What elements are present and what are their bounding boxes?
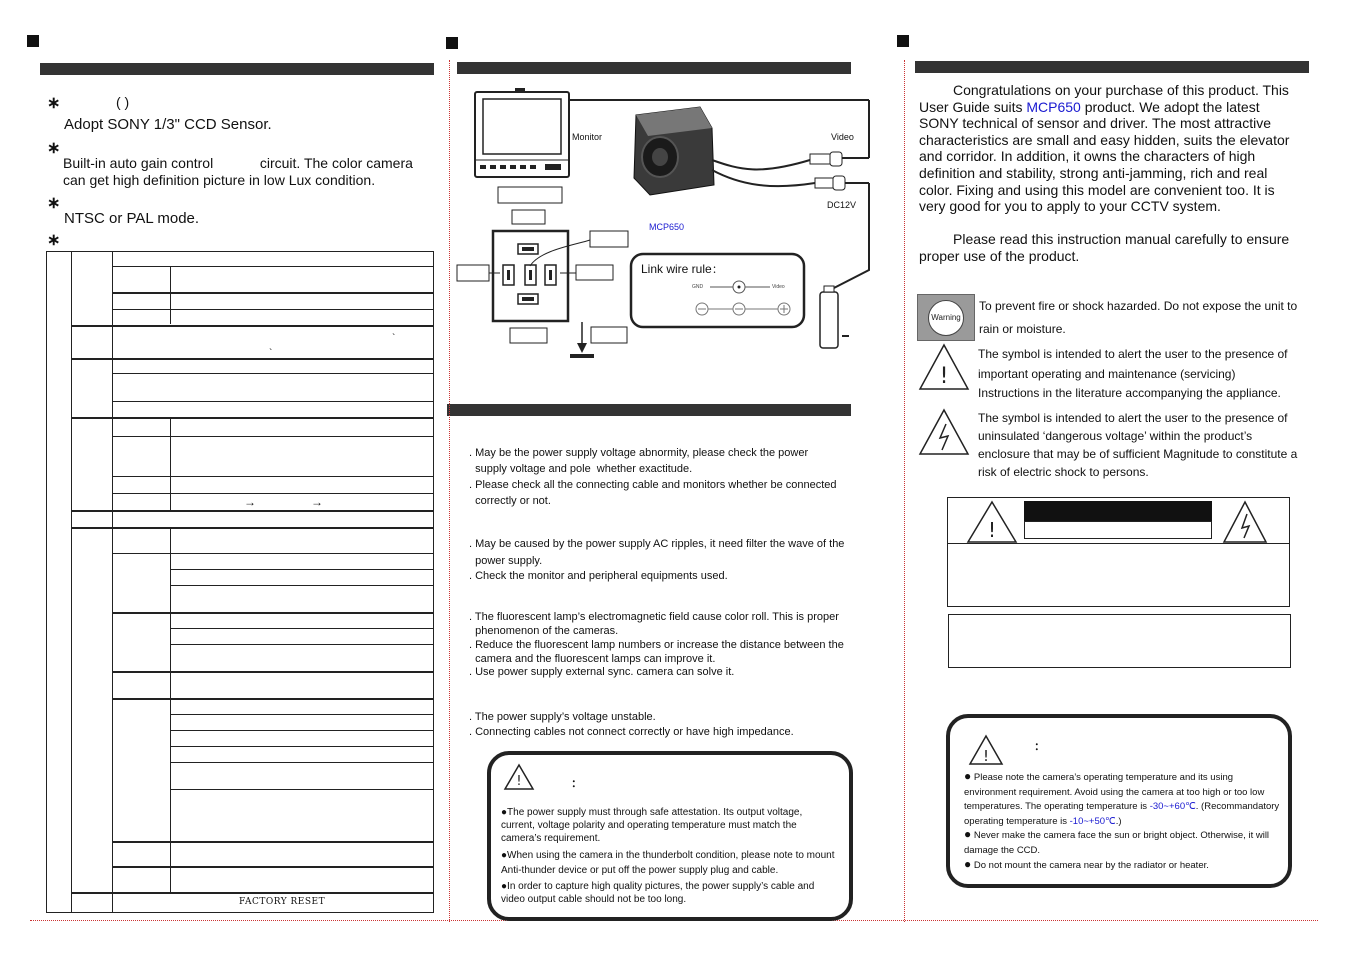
- feature-text-3: NTSC or PAL mode.: [64, 210, 200, 227]
- feature-text-1: Adopt SONY 1/3" CCD Sensor.: [64, 116, 272, 133]
- trouble-line-10: . Reduce the fluorescent lamp numbers or increase the distance between the: [469, 639, 844, 651]
- factory-reset-label: FACTORY RESET: [239, 897, 326, 907]
- trouble-line-7: . Check the monitor and peripheral equipments used.: [469, 570, 728, 582]
- feature-marker-4: ∗: [47, 232, 61, 249]
- warning-text-2: The symbol is intended to alert the user to the presence of important operating and maintenance (servicing) Instructions in the literature accompanying the appliance.: [978, 347, 1288, 400]
- bullet-dot-icon: ●: [964, 769, 972, 783]
- trouble-line-1: . May be the power supply voltage abnormity, please check the power: [469, 447, 809, 459]
- caution-label-box: [947, 497, 1290, 607]
- svg-text:!: !: [982, 747, 990, 765]
- video-label: Video: [831, 132, 854, 142]
- header-bar-intro: [915, 61, 1309, 73]
- svg-text:!: !: [987, 518, 997, 542]
- feature-text-2: Built-in auto gain control circuit. The color camera can get high definition picture in low Lux condition.: [63, 155, 417, 188]
- feature-marker-3: ∗: [47, 195, 61, 212]
- spec-arrow-1: →: [244, 495, 256, 509]
- trouble-line-6: power supply.: [469, 555, 543, 567]
- trouble-line-13: . The power supply’s voltage unstable.: [469, 711, 656, 723]
- section-marker-right: [897, 35, 909, 47]
- notice-bullet-1: ● Please note the camera’s operating temperature and its using environment requirement. Avoid using the camera at too high or too low temperatures. The operating temperature is -30~+60℃. (Recommandatory operating temperature is -10~+50℃.): [964, 769, 1280, 827]
- feature-marker-2: ∗: [47, 140, 61, 157]
- intro-paragraph-2: Please read this instruction manual carefully to ensure proper use of the product.: [919, 231, 1290, 264]
- exclamation-triangle-icon: [918, 343, 970, 391]
- trouble-line-14: . Connecting cables not connect correctly or have high impedance.: [469, 726, 794, 738]
- caution-black-banner: [1024, 501, 1212, 521]
- spec-tick-1: `: [392, 333, 396, 344]
- header-bar-troubleshooting: [447, 404, 851, 416]
- bullet-dot-icon: ●: [501, 807, 508, 818]
- caution-box: [487, 751, 853, 921]
- caution-bullet-1: ●The power supply must through safe attestation. Its output voltage, current, voltage polarity and operating temperature must match the camera’s requirement.: [501, 807, 803, 844]
- notice-colon: ：: [1034, 739, 1047, 753]
- bullet-dot-icon: ●: [501, 881, 508, 892]
- caution-colon: ：: [571, 776, 584, 790]
- notice-box: [946, 714, 1292, 888]
- gnd-label: GND: [692, 284, 704, 290]
- video-small-label: Video: [772, 284, 785, 290]
- spec-table: [46, 251, 434, 913]
- exclamation-triangle-icon: [966, 500, 1018, 544]
- notice-bullet-3: ● Do not mount the camera near by the radiator or heater.: [964, 857, 1209, 871]
- header-bar-connection: [457, 62, 851, 74]
- fold-line-1: [449, 60, 450, 922]
- connection-diagram: [455, 80, 895, 400]
- warning-text-1: To prevent fire or shock hazarded. Do not expose the unit to rain or moisture.: [979, 299, 1298, 336]
- link-wire-title: Link wire rule：: [641, 262, 724, 276]
- trouble-line-4: correctly or not.: [469, 495, 551, 507]
- dc12v-label: DC12V: [827, 200, 857, 210]
- intro-paragraph-1: Congratulations on your purchase of this product. This User Guide suits MCP650 product. We adopt the latest SONY technical of sensor and driver. The most attractive characteristics are small and easy hidden, suits the elevator and corridor. In addition, it owns the characters of high definition and stability, strong anti-jamming, rich and real color. Fixing and using this model are convenient too. It is very good for you to apply to your CCTV system.: [919, 82, 1290, 215]
- monitor-label: Monitor: [572, 132, 603, 142]
- section-marker-middle: [446, 37, 458, 49]
- trouble-line-11: camera and the fluorescent lamps can improve it.: [469, 653, 716, 665]
- trouble-line-9: phenomenon of the cameras.: [469, 625, 619, 637]
- bullet-dot-icon: ●: [964, 857, 972, 871]
- caution-icon: [503, 763, 535, 791]
- fold-line-2: [904, 60, 905, 922]
- warning-text-3: The symbol is intended to alert the user to the presence of uninsulated ‘dangerous voltage’ within the product’s enclosure that may be of sufficient Magnitude to constitute a risk of electric shock to persons.: [978, 411, 1298, 479]
- caution-bullet-2: ●When using the camera in the thunderbolt condition, please note to mount Anti-thunder device or put off the power supply plug and cable.: [501, 850, 835, 876]
- model-label: MCP650: [649, 222, 685, 232]
- trouble-line-5: . May be caused by the power supply AC ripples, it need filter the wave of the: [469, 538, 845, 550]
- trouble-line-3: . Please check all the connecting cable and monitors whether be connected: [469, 479, 837, 491]
- notice-bullet-2: ● Never make the camera face the sun or bright object. Otherwise, it will damage the CCD.: [964, 827, 1270, 856]
- svg-text:!: !: [516, 774, 522, 789]
- lightning-triangle-icon: [918, 408, 970, 456]
- caution-note-box: [948, 614, 1291, 668]
- warning-sign-icon: Warning: [917, 294, 975, 341]
- svg-text:!: !: [939, 364, 949, 389]
- bullet-dot-icon: ●: [964, 827, 972, 841]
- caution-white-banner: [1024, 521, 1212, 539]
- feature-title-1: ( ): [116, 94, 130, 110]
- feature-marker-1: ∗: [47, 95, 61, 112]
- caution-bullet-3: ●In order to capture high quality pictures, the power supply’s cable and video output cable should not be too long.: [501, 881, 815, 905]
- section-marker-left: [27, 35, 39, 47]
- trouble-line-2: supply voltage and pole whether exactitude.: [469, 463, 693, 475]
- bullet-dot-icon: ●: [501, 850, 508, 861]
- trouble-line-8: . The fluorescent lamp’s electromagnetic field cause color roll. This is proper: [469, 611, 839, 623]
- spec-arrow-2: →: [311, 495, 323, 509]
- exclamation-triangle-icon: [968, 734, 1004, 766]
- spec-tick-2: `: [269, 348, 273, 359]
- lightning-triangle-icon: [1222, 500, 1268, 544]
- trouble-line-12: . Use power supply external sync. camera can solve it.: [469, 666, 735, 678]
- header-bar-features: [40, 63, 434, 75]
